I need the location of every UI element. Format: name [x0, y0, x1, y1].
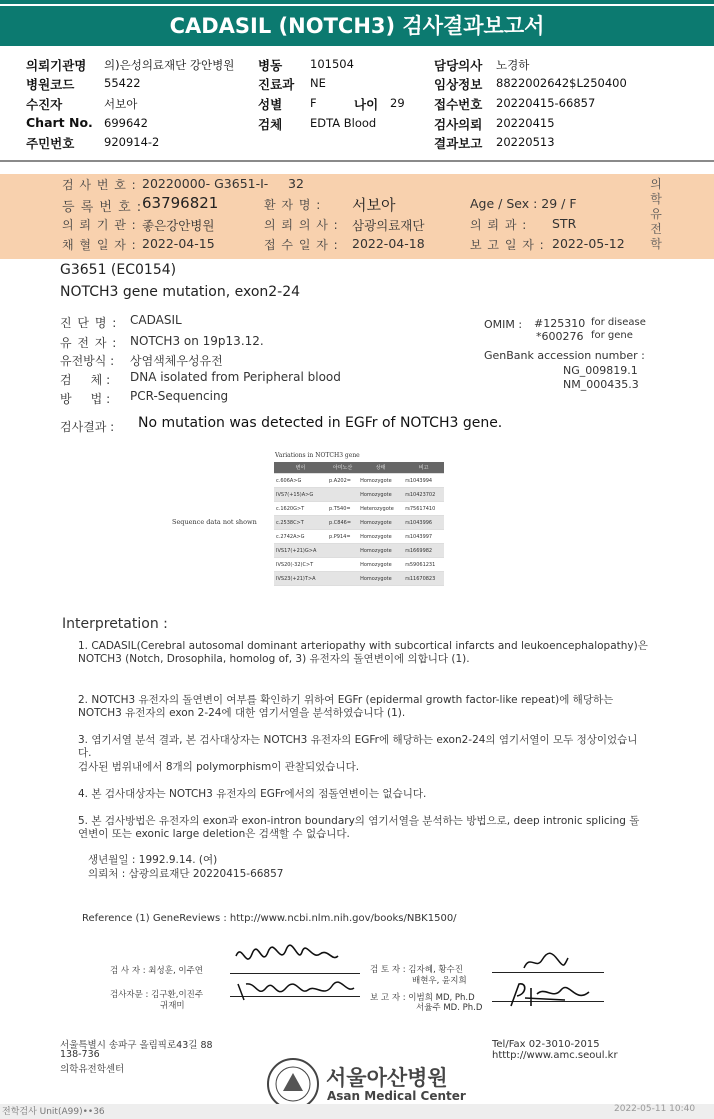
value-receipt-no: 20220415-66857: [496, 96, 596, 110]
omim-disease: #125310: [534, 317, 586, 330]
label-ward: 병동: [258, 58, 283, 73]
variant-caption: Variations in NOTCH3 gene: [275, 452, 360, 459]
value-resident-no: 920914-2: [104, 135, 160, 149]
value-test-request: 20220415: [496, 116, 555, 130]
inherit-label: 유전방식 :: [60, 354, 115, 368]
website: htttp://www.amc.seoul.kr: [492, 1050, 618, 1061]
value-chart-no: 699642: [104, 116, 148, 130]
recv-value: 2022-04-18: [352, 236, 425, 251]
sequence-note: Sequence data not shown: [172, 518, 257, 526]
label-receipt-no: 접수번호: [434, 97, 483, 112]
header-separator: [0, 160, 714, 162]
tester: 검 사 자 : 최성훈, 이주연: [110, 966, 203, 976]
omim-disease-note: for disease: [591, 317, 646, 328]
variant-table: [274, 462, 444, 586]
footer-left-text: 전학검사 Unit(A99)••36: [2, 1107, 105, 1117]
omim-label: OMIM :: [484, 318, 523, 331]
table-row: IVS7(+15)A>G Homozygote rs10423702: [274, 488, 444, 502]
req-org-label: 의 뢰 기 관 :: [62, 218, 137, 232]
test-code: G3651 (EC0154): [60, 262, 177, 278]
interpretation-p5: 5. 본 검사방법은 유전자의 exon과 exon-intron boundary의 염기서열을 분석하는 방법으로, deep intronic splicing 돌연변이 또는 exonic large deletion은 검색할 수 없습니다.: [78, 815, 640, 840]
value-dept: NE: [310, 76, 326, 90]
value-ward: 101504: [310, 57, 354, 71]
table-row: c.2742A>G p.P914= Homozygote rs1043997: [274, 530, 444, 544]
reference: Reference (1) GeneReviews : http://www.ncbi.nlm.nih.gov/books/NBK1500/: [82, 913, 457, 924]
interpretation-p2: 2. NOTCH3 유전자의 돌연변이 여부를 확인하기 위하여 EGFr (epidermal growth factor-like repeat)에 해당하는 NOTCH3 유전자의 exon 2-24에 대한 염기서열을 분석하였습니다 (1).: [78, 694, 614, 719]
top-border: [0, 0, 714, 4]
label-clinical-info: 임상정보: [434, 77, 483, 92]
report-date-label: 보 고 일 자 :: [470, 238, 545, 252]
requester: 의뢰처 : 삼광의료재단 20220415-66857: [88, 868, 284, 880]
value-sex: F: [310, 96, 317, 110]
reporter-signature: [505, 980, 595, 1010]
interpretation-p3: 3. 염기서열 분석 결과, 본 검사대상자는 NOTCH3 유전자의 EGFr에 해당하는 exon2-24의 염기서열이 모두 정상이었습니다.: [78, 734, 638, 759]
value-age: 29: [390, 96, 405, 110]
specimen-label: 검 체 :: [60, 373, 111, 387]
report-date-value: 2022-05-12: [552, 236, 625, 251]
dept-vertical-label: 의 학 유 전 학: [650, 177, 662, 251]
reporter-2: 서율주 MD. Ph.D: [416, 1003, 483, 1013]
exam-no-num: 32: [288, 176, 304, 191]
variant-table-header: 변이 아미노산 상태 비고: [274, 462, 444, 474]
recv-label: 접 수 일 자 :: [264, 238, 339, 252]
footer-right-text: 2022-05-11 10:40: [614, 1104, 696, 1114]
reg-no-value: 63796821: [142, 194, 219, 212]
address-line-3: 의학유전학센터: [60, 1064, 125, 1075]
label-patient: 수진자: [26, 97, 63, 112]
value-specimen: EDTA Blood: [310, 116, 377, 130]
label-test-request: 검사의뢰: [434, 117, 483, 132]
reviewer: 검 토 자 : 김자혜, 황수진: [370, 965, 463, 975]
value-doctor: 노경하: [496, 58, 530, 72]
reviewer-signature: [520, 950, 570, 974]
test-name: NOTCH3 gene mutation, exon2-24: [60, 284, 301, 300]
label-doctor: 담당의사: [434, 58, 483, 73]
interpretation-p4: 4. 본 검사대상자는 NOTCH3 유전자의 EGFr에서의 점돌연변이는 없습니다.: [78, 788, 427, 800]
advisor-signature: [236, 978, 356, 1004]
gene-label: 유 전 자 :: [60, 336, 118, 350]
table-row: IVS20(-32)C>T Homozygote rs59061231: [274, 558, 444, 572]
dob: 생년월일 : 1992.9.14. (여): [88, 854, 218, 866]
tel-fax: Tel/Fax 02-3010-2015: [492, 1039, 600, 1050]
genbank-label: GenBank accession number :: [484, 349, 645, 362]
diag-value: CADASIL: [130, 313, 182, 327]
label-result-report: 결과보고: [434, 136, 483, 151]
hospital-name-korean: 서울아산병원: [326, 1066, 448, 1090]
table-row: c.606A>G p.A202= Homozygote rs1043994: [274, 474, 444, 488]
patient-name-value: 서보아: [352, 196, 396, 214]
method-label: 방 법 :: [60, 392, 111, 406]
reviewer-2: 배현우, 윤지희: [412, 976, 467, 986]
collect-label: 채 혈 일 자 :: [62, 238, 137, 252]
interpretation-p3b: 검사된 범위내에서 8개의 polymorphism이 관찰되었습니다.: [78, 761, 360, 773]
value-patient: 서보아: [104, 97, 138, 111]
label-resident-no: 주민번호: [26, 136, 75, 151]
exam-no-value: 20220000- G3651-I-: [142, 176, 269, 191]
value-result-report: 20220513: [496, 135, 555, 149]
dept-label: 의 뢰 과 :: [470, 218, 528, 232]
label-specimen: 검체: [258, 117, 283, 132]
result-label: 검사결과 :: [60, 420, 115, 434]
reporter: 보 고 자 : 이범희 MD, Ph.D: [370, 993, 475, 1003]
diag-label: 진 단 명 :: [60, 316, 118, 330]
label-dept: 진료과: [258, 77, 295, 92]
table-row: IVS23(+21)T>A Homozygote rs11670823: [274, 572, 444, 586]
hospital-name-english: Asan Medical Center: [327, 1089, 466, 1103]
address-line-1: 서울특별시 송파구 올림픽로43길 88: [60, 1040, 213, 1051]
table-row: c.2538C>T p.C846= Homozygote rs1043996: [274, 516, 444, 530]
req-doc-value: 삼광의료재단: [352, 218, 425, 233]
req-doc-label: 의 뢰 의 사 :: [264, 218, 339, 232]
omim-gene: *600276: [536, 330, 584, 343]
label-hosp-code: 병원코드: [26, 77, 75, 92]
age-sex: Age / Sex : 29 / F: [470, 196, 577, 211]
label-sex: 성별: [258, 97, 283, 112]
value-req-org: 의)은성의료재단 강안병원: [104, 58, 235, 72]
interpretation-p1: 1. CADASIL(Cerebral autosomal dominant arteriopathy with subcortical infarcts and leukoencephalopathy)은 NOTCH3 (Notch, Drosophila, homolog of, 3) 유전자의 돌연변이에 의합니다 (1).: [78, 640, 648, 665]
value-clinical-info: 8822002642$L250400: [496, 76, 627, 90]
label-chart-no: Chart No.: [26, 115, 93, 130]
gene-value: NOTCH3 on 19p13.12.: [130, 334, 264, 348]
report-title: CADASIL (NOTCH3) 검사결과보고서: [0, 6, 714, 46]
address-line-2: 138-736: [60, 1049, 100, 1060]
exam-no-label: 검 사 번 호 :: [62, 178, 137, 192]
table-row: IVS17(+21)G>A Homozygote rs1669982: [274, 544, 444, 558]
dept-value: STR: [552, 216, 577, 231]
advisor-2: 귀재미: [160, 1001, 185, 1011]
asan-foundation-logo: [266, 1057, 320, 1111]
value-hosp-code: 55422: [104, 76, 141, 90]
omim-gene-note: for gene: [591, 330, 633, 341]
footer-strip: [0, 1104, 714, 1119]
genbank-ng: NG_009819.1: [563, 364, 638, 377]
label-age: 나이: [354, 97, 379, 112]
table-row: c.1620G>T p.T540= Heterozygote rs75617410: [274, 502, 444, 516]
collect-value: 2022-04-15: [142, 236, 215, 251]
req-org-value: 좋은강안병원: [142, 218, 215, 233]
result-value: No mutation was detected in EGFr of NOTCH3 gene.: [138, 415, 503, 431]
interpretation-title: Interpretation :: [62, 616, 168, 632]
reg-no-label: 등 록 번 호 :: [62, 200, 143, 215]
method-value: PCR-Sequencing: [130, 389, 229, 403]
advisor: 검사자문 : 김구환,이진주: [110, 990, 204, 1000]
genbank-nm: NM_000435.3: [563, 378, 639, 391]
patient-name-label: 환 자 명 :: [264, 198, 322, 212]
label-req-org: 의뢰기관명: [26, 58, 87, 73]
inherit-value: 상염색체우성유전: [130, 354, 223, 368]
specimen-value: DNA isolated from Peripheral blood: [130, 370, 341, 384]
tester-signature: [232, 940, 342, 974]
